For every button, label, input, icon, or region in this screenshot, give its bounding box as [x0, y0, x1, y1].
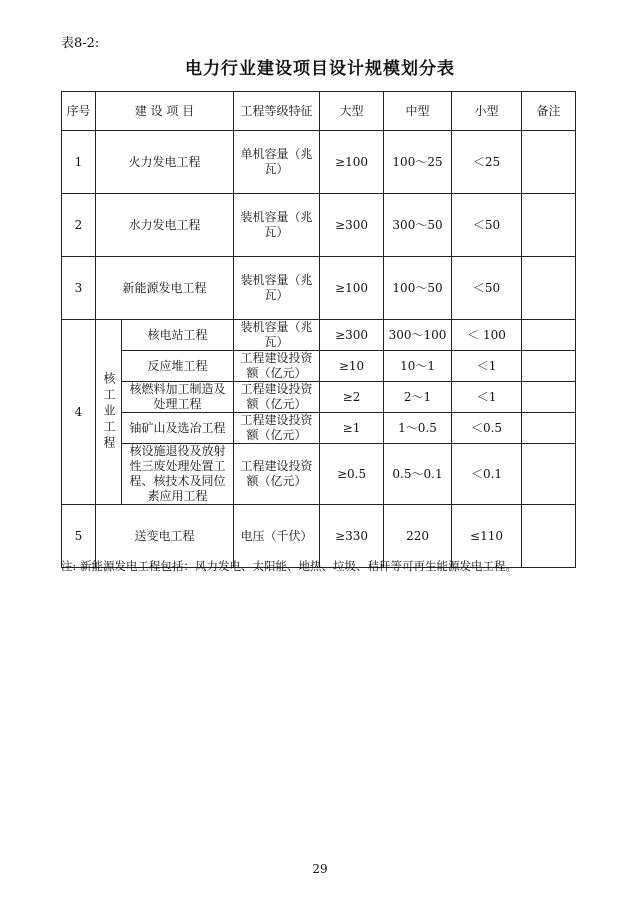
header-large: 大型 [320, 92, 384, 131]
table-row [62, 131, 576, 194]
header-seq: 序号 [62, 92, 96, 131]
cell-small: ＜ 100 [452, 320, 522, 351]
header-small: 小型 [452, 92, 522, 131]
scale-table [61, 91, 576, 568]
cell-remark [522, 351, 576, 382]
cell-medium: 10～1 [384, 351, 452, 382]
cell-remark [522, 444, 576, 505]
cell-large: ≥0.5 [320, 444, 384, 505]
cell-project: 反应堆工程 [122, 351, 234, 382]
page-title: 电力行业建设项目设计规模划分表 [185, 59, 455, 79]
cell-feature: 装机容量（兆瓦） [234, 320, 320, 351]
table-row [62, 444, 576, 505]
table-row [62, 320, 576, 351]
cell-seq: 1 [62, 131, 96, 194]
cell-remark [522, 382, 576, 413]
cell-remark [522, 505, 576, 568]
cell-medium: 100～25 [384, 131, 452, 194]
cell-small: ＜50 [452, 194, 522, 257]
cell-feature: 装机容量（兆瓦） [234, 194, 320, 257]
cell-remark [522, 320, 576, 351]
cell-feature: 电压（千伏） [234, 505, 320, 568]
cell-small: ≤110 [452, 505, 522, 568]
cell-feature: 工程建设投资额（亿元） [234, 413, 320, 444]
cell-small: ＜0.5 [452, 413, 522, 444]
table-row [62, 257, 576, 320]
cell-seq: 2 [62, 194, 96, 257]
cell-medium: 300～50 [384, 194, 452, 257]
table-label: 表8-2: [61, 36, 100, 51]
table-row [62, 413, 576, 444]
cell-project: 核燃料加工制造及处理工程 [122, 382, 234, 413]
table-row [62, 194, 576, 257]
cell-project: 核电站工程 [122, 320, 234, 351]
cell-project: 送变电工程 [96, 505, 234, 568]
cell-group [96, 320, 122, 505]
group-label: 核工业工程 [102, 372, 116, 452]
cell-remark [522, 131, 576, 194]
cell-medium: 100～50 [384, 257, 452, 320]
cell-project: 火力发电工程 [96, 131, 234, 194]
cell-large: ≥10 [320, 351, 384, 382]
table-row [62, 382, 576, 413]
header-feature: 工程等级特征 [234, 92, 320, 131]
cell-remark [522, 413, 576, 444]
cell-remark [522, 257, 576, 320]
page-number: 29 [312, 862, 328, 876]
cell-medium: 2～1 [384, 382, 452, 413]
cell-medium: 0.5～0.1 [384, 444, 452, 505]
cell-project: 核设施退役及放射性三废处理处置工程、核技术及同位素应用工程 [122, 444, 234, 505]
header-project: 建 设 项 目 [96, 92, 234, 131]
header-medium: 中型 [384, 92, 452, 131]
cell-large: ≥100 [320, 257, 384, 320]
cell-large: ≥100 [320, 131, 384, 194]
cell-small: ＜25 [452, 131, 522, 194]
cell-large: ≥300 [320, 194, 384, 257]
cell-project: 水力发电工程 [96, 194, 234, 257]
cell-large: ≥2 [320, 382, 384, 413]
header-row [62, 92, 576, 131]
cell-seq: 5 [62, 505, 96, 568]
cell-project: 铀矿山及选冶工程 [122, 413, 234, 444]
cell-remark [522, 194, 576, 257]
cell-feature: 工程建设投资额（亿元） [234, 382, 320, 413]
cell-small: ＜0.1 [452, 444, 522, 505]
cell-project: 新能源发电工程 [96, 257, 234, 320]
table-note: 注: 新能源发电工程包括：风力发电、太阳能、地热、垃圾、秸秆等可再生能源发电工程。 [61, 559, 518, 573]
cell-feature: 装机容量（兆瓦） [234, 257, 320, 320]
cell-large: ≥330 [320, 505, 384, 568]
cell-seq: 3 [62, 257, 96, 320]
cell-small: ＜50 [452, 257, 522, 320]
table-row [62, 351, 576, 382]
cell-feature: 工程建设投资额（亿元） [234, 444, 320, 505]
cell-medium: 220 [384, 505, 452, 568]
cell-large: ≥300 [320, 320, 384, 351]
header-remark: 备注 [522, 92, 576, 131]
cell-seq: 4 [62, 320, 96, 505]
cell-large: ≥1 [320, 413, 384, 444]
cell-small: ＜1 [452, 382, 522, 413]
cell-feature: 单机容量（兆瓦） [234, 131, 320, 194]
cell-feature: 工程建设投资额（亿元） [234, 351, 320, 382]
cell-medium: 1～0.5 [384, 413, 452, 444]
cell-medium: 300～100 [384, 320, 452, 351]
cell-small: ＜1 [452, 351, 522, 382]
